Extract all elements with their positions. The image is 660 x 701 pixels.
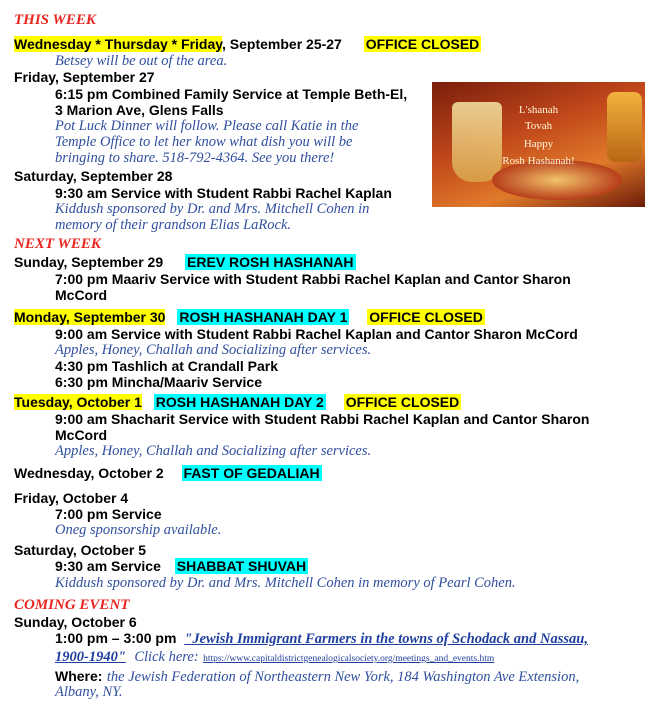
note-line: bringing to share. 518-792-4364. See you there! [55,150,335,166]
note-line: Kiddush sponsored by Dr. and Mrs. Mitchell Cohen in [55,201,370,217]
event-line: 7:00 pm Maariv Service with Student Rabbi Rachel Kaplan and Cantor Sharon [55,271,571,287]
date-range: , September 25-27 [222,36,342,52]
day-heading-wednesday-oct-2 [14,465,322,481]
note-line: Apples, Honey, Challah and Socializing after services. [55,342,372,358]
event-url-link[interactable]: https://www.capitaldistrictgenealogicalsociety.org/meetings_and_events.htm [203,654,495,664]
event-time: 1:00 pm – 3:00 pm [55,630,177,646]
event-line: 9:00 am Shacharit Service with Student Rabbi Rachel Kaplan and Cantor Sharon [55,411,590,427]
where-label: Where: [55,668,103,684]
holiday-badge: ROSH HASHANAH DAY 1 [179,309,348,325]
rosh-hashanah-image [432,82,645,207]
event-title-link[interactable]: 1900-1940" [55,649,126,665]
day-label: Sunday, September 29 [14,254,164,270]
image-text-happy: Happy [523,138,554,150]
office-closed-badge: OFFICE CLOSED [345,394,460,410]
where-line-2: Albany, NY. [55,684,123,700]
note-betsey: Betsey will be out of the area. [55,53,228,69]
event-line: 3 Marion Ave, Glens Falls [55,102,224,118]
event-line [55,558,308,574]
holiday-badge: SHABBAT SHUVAH [176,558,307,574]
event-line: McCord [55,427,108,443]
note-line: Kiddush sponsored by Dr. and Mrs. Mitchell Cohen in memory of Pearl Cohen. [55,575,516,591]
day-label: Monday, September 30 [14,309,166,325]
day-heading-saturday-oct-5: Saturday, October 5 [14,542,147,558]
image-text-rosh-hashanah: Rosh Hashanah! [502,155,575,167]
coming-event-line-1 [55,630,588,648]
day-label: Wednesday, October 2 [14,465,164,481]
where-address: the Jewish Federation of Northeastern New York, 184 Washington Ave Extension, [106,669,580,685]
office-closed-badge: OFFICE CLOSED [369,309,483,325]
day-heading-friday-oct-4: Friday, October 4 [14,490,129,506]
holiday-badge: ROSH HASHANAH DAY 2 [155,394,324,410]
day-heading-sunday-oct-6: Sunday, October 6 [14,614,137,630]
event-line: 9:00 am Service with Student Rabbi Rachel Kaplan and Cantor Sharon McCord [55,326,578,342]
day-label: Tuesday, October 1 [14,394,142,410]
note-line: Apples, Honey, Challah and Socializing after services. [55,443,372,459]
event-line: McCord [55,287,108,303]
section-heading-this-week: THIS WEEK [14,12,96,28]
holiday-badge: EREV ROSH HASHANAH [187,254,354,270]
event-line: 6:15 pm Combined Family Service at Temple Beth-El, [55,86,408,102]
image-text-lshanah: L'shanah [518,104,559,116]
event-title-link[interactable]: "Jewish Immigrant Farmers in the towns of Schodack and Nassau, [184,631,588,647]
event-line: 6:30 pm Mincha/Maariv Service [55,374,262,390]
highlight-days: Wednesday * Thursday * Friday [14,36,222,52]
event-text: 9:30 am Service [55,558,161,574]
day-heading-tuesday-oct-1 [14,394,461,410]
event-line: 7:00 pm Service [55,506,162,522]
note-line: Temple Office to let her know what dish you will be [55,134,353,150]
day-heading-saturday-sep-28: Saturday, September 28 [14,168,173,184]
section-heading-coming-event: COMING EVENT [14,597,130,613]
note-line: Oneg sponsorship available. [55,522,222,538]
day-heading-sunday-sep-29 [14,254,356,270]
day-heading-monday-sep-30 [14,309,485,325]
image-text-tovah: Tovah [524,120,553,132]
note-line: memory of their grandson Elias LaRock. [55,217,292,233]
day-heading-sep-25-27 [14,36,481,52]
section-heading-next-week: NEXT WEEK [14,236,101,252]
day-heading-friday-sep-27: Friday, September 27 [14,69,155,85]
where-line-1 [55,668,579,686]
event-line: 9:30 am Service with Student Rabbi Rachel Kaplan [55,185,392,201]
holiday-badge: FAST OF GEDALIAH [183,465,320,481]
note-line: Pot Luck Dinner will follow. Please call Katie in the [55,118,359,134]
office-closed-badge: OFFICE CLOSED [365,36,480,52]
coming-event-line-2 [55,648,494,666]
click-here-label: Click here: [134,649,199,665]
event-line: 4:30 pm Tashlich at Crandall Park [55,358,279,374]
